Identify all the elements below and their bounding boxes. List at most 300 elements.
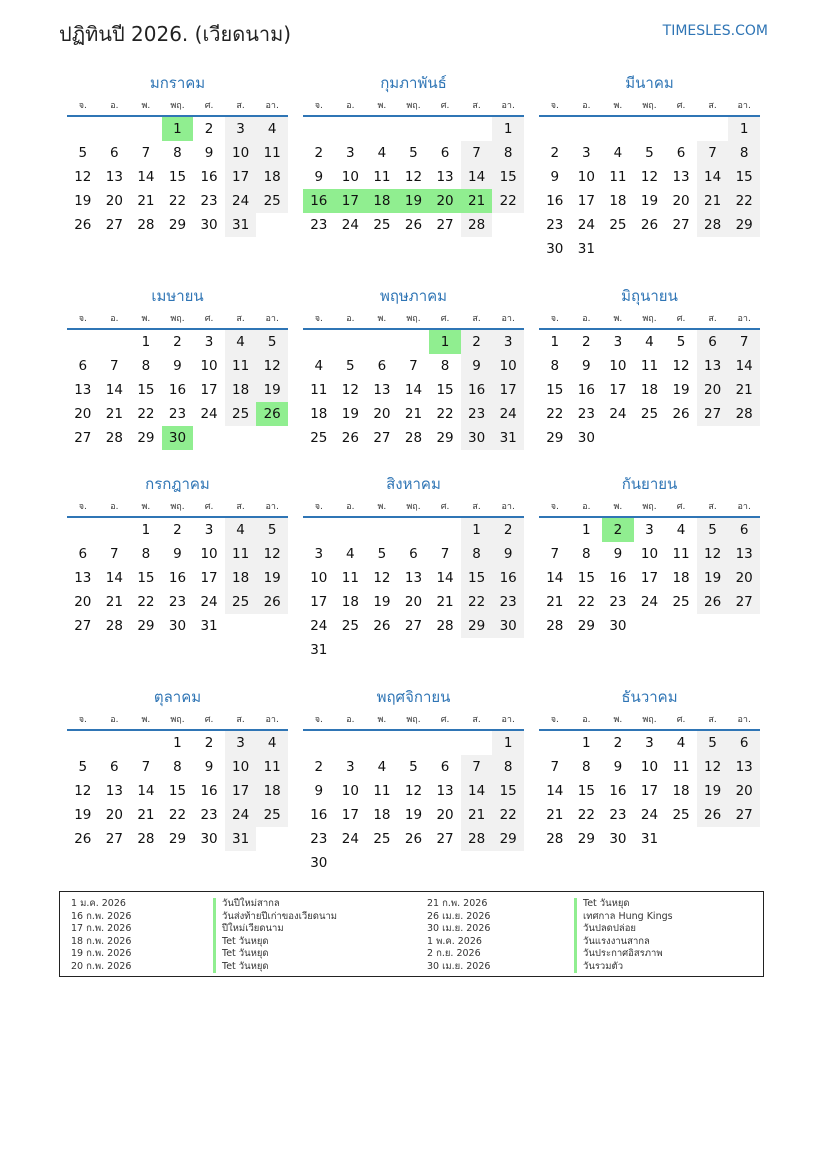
day-cell: 23 — [200, 193, 218, 209]
day-cell: 18 — [310, 406, 328, 422]
week-row — [67, 117, 288, 141]
day-cell: 22 — [546, 406, 564, 422]
week-row — [539, 827, 760, 851]
day-cell: 13 — [728, 542, 760, 566]
month-name: กันยายน — [621, 475, 678, 493]
week-row — [539, 755, 760, 779]
month-block — [67, 72, 288, 237]
day-cell: 24 — [310, 618, 328, 634]
day-cell: 10 — [200, 546, 218, 562]
day-cell: 11 — [310, 382, 328, 398]
month-block — [303, 686, 524, 875]
legend-date: 19 ก.พ. 2026 — [71, 948, 132, 959]
weekday-label: พ. — [613, 715, 623, 725]
day-cell: 23 — [310, 831, 328, 847]
empty-cell — [728, 614, 760, 638]
day-cell: 6 — [440, 759, 450, 775]
empty-cell — [398, 851, 430, 875]
week-row — [303, 779, 524, 803]
empty-cell — [602, 426, 634, 450]
day-cell: 16 — [492, 566, 524, 590]
day-cell: 28 — [461, 213, 493, 237]
weekday-label: พฤ. — [406, 101, 421, 111]
empty-cell — [492, 638, 524, 662]
day-cell: 10 — [225, 755, 257, 779]
day-cell: 4 — [256, 117, 288, 141]
week-row — [303, 117, 524, 141]
day-cell: 12 — [256, 354, 288, 378]
day-cell: 14 — [137, 783, 155, 799]
day-cell: 26 — [697, 590, 729, 614]
legend-holiday-name: Tet วันหยุด — [213, 936, 337, 949]
day-cell: 9 — [314, 169, 324, 185]
weekday-label: จ. — [550, 101, 559, 111]
week-row — [303, 542, 524, 566]
day-cell: 31 — [640, 831, 659, 847]
day-cell: 15 — [728, 165, 760, 189]
day-cell: 29 — [137, 618, 155, 634]
day-cell: 20 — [373, 406, 391, 422]
weekday-label: จ. — [314, 715, 323, 725]
month-days — [67, 731, 288, 851]
day-cell: 10 — [492, 354, 524, 378]
empty-cell — [728, 827, 760, 851]
day-cell: 4 — [613, 145, 623, 161]
day-cell: 28 — [105, 618, 123, 634]
week-row — [67, 426, 288, 450]
week-row — [303, 590, 524, 614]
month-name: กุมภาพันธ์ — [380, 74, 447, 92]
month-block — [303, 285, 524, 450]
day-cell: 16 — [609, 570, 627, 586]
weekday-label: ศ. — [204, 314, 214, 324]
weekday-label: พ. — [141, 314, 151, 324]
day-cell: 22 — [168, 807, 187, 823]
day-cell: 15 — [577, 783, 595, 799]
empty-cell — [634, 117, 666, 141]
week-row — [303, 426, 524, 450]
week-row — [303, 851, 524, 875]
day-cell: 18 — [672, 783, 690, 799]
day-cell: 3 — [613, 334, 623, 350]
day-cell: 4 — [377, 145, 387, 161]
day-cell: 30 — [461, 426, 493, 450]
weekday-label: จ. — [550, 314, 559, 324]
day-cell: 30 — [168, 618, 187, 634]
day-cell: 22 — [436, 406, 454, 422]
empty-cell — [429, 731, 461, 755]
month-block — [303, 473, 524, 662]
day-cell: 27 — [404, 618, 423, 634]
day-cell: 24 — [492, 402, 524, 426]
day-cell: 20 — [105, 807, 123, 823]
day-cell: 12 — [697, 755, 729, 779]
day-cell: 26 — [341, 430, 359, 446]
day-cell: 3 — [314, 546, 324, 562]
page-title: ปฏิทินปี 2026. (เวียดนาม) — [59, 22, 292, 46]
day-cell: 13 — [105, 169, 123, 185]
weekday-label: พ. — [141, 101, 151, 111]
empty-cell — [303, 117, 335, 141]
legend-holiday-name: วันแรงงานสากล — [574, 936, 673, 949]
day-cell: 28 — [546, 831, 564, 847]
day-cell: 18 — [225, 566, 257, 590]
day-cell: 13 — [436, 783, 454, 799]
month-name: เมษายน — [151, 287, 204, 305]
empty-cell — [602, 237, 634, 261]
day-cell: 14 — [404, 382, 423, 398]
day-cell: 8 — [173, 759, 182, 775]
day-cell: 20 — [728, 566, 760, 590]
legend-date: 18 ก.พ. 2026 — [71, 935, 132, 947]
day-cell: 22 — [577, 594, 595, 610]
day-cell: 24 — [200, 406, 218, 422]
weekday-label: อ. — [582, 715, 591, 725]
day-cell: 6 — [78, 358, 88, 374]
day-cell: 21 — [461, 803, 493, 827]
day-cell: 10 — [310, 570, 328, 586]
weekday-label: ส. — [472, 715, 481, 725]
week-row — [67, 827, 288, 851]
day-cell: 28 — [728, 402, 760, 426]
day-cell: 12 — [640, 169, 659, 185]
day-cell: 21 — [404, 406, 423, 422]
day-cell: 21 — [436, 594, 454, 610]
month-block — [539, 72, 760, 261]
day-cell: 17 — [577, 193, 595, 209]
day-cell: 12 — [697, 542, 729, 566]
day-cell: 15 — [168, 169, 187, 185]
empty-cell — [602, 117, 634, 141]
weekday-label: พฤ. — [170, 502, 185, 512]
weekday-label: พฤ. — [170, 314, 185, 324]
day-cell: 24 — [640, 807, 659, 823]
day-cell: 24 — [341, 217, 359, 233]
day-cell: 6 — [728, 731, 760, 755]
day-cell: 13 — [697, 354, 729, 378]
week-row — [67, 755, 288, 779]
day-cell: 1 — [141, 334, 151, 350]
day-cell: 20 — [728, 779, 760, 803]
weekday-label: อา. — [737, 715, 751, 725]
day-cell: 21 — [137, 193, 155, 209]
month-days — [303, 731, 524, 875]
empty-cell — [634, 237, 666, 261]
legend-date: 20 ก.พ. 2026 — [71, 960, 132, 972]
day-cell: 25 — [672, 594, 690, 610]
weekday-label: อ. — [110, 314, 119, 324]
empty-cell — [697, 426, 729, 450]
day-cell: 19 — [640, 193, 659, 209]
day-cell: 26 — [373, 618, 391, 634]
week-row — [539, 237, 760, 261]
legend-holiday-name: วันส่งท้ายปีเก่าของเวียดนาม — [213, 911, 337, 924]
day-cell: 9 — [613, 546, 623, 562]
week-row — [303, 189, 524, 213]
day-cell: 4 — [676, 735, 686, 751]
day-cell: 7 — [110, 358, 119, 374]
day-cell: 27 — [105, 217, 123, 233]
day-cell: 22 — [137, 406, 155, 422]
weekday-label: พ. — [141, 502, 151, 512]
month-name: กรกฎาคม — [145, 475, 210, 493]
legend-date: 17 ก.พ. 2026 — [71, 923, 132, 934]
weekday-label: ส. — [708, 502, 717, 512]
day-cell: 27 — [373, 430, 391, 446]
day-cell: 30 — [492, 614, 524, 638]
day-cell: 5 — [377, 546, 387, 562]
empty-cell — [398, 518, 430, 542]
weekday-label: อ. — [110, 715, 119, 725]
day-cell: 23 — [168, 406, 187, 422]
brand-link[interactable]: TIMESLES.COM — [662, 23, 768, 39]
day-cell: 27 — [436, 831, 454, 847]
month-block — [539, 285, 760, 450]
week-row — [303, 330, 524, 354]
day-cell: 19 — [697, 779, 729, 803]
weekday-label: พฤ. — [642, 502, 657, 512]
week-row — [67, 165, 288, 189]
day-cell: 25 — [225, 402, 257, 426]
day-cell: 17 — [225, 779, 257, 803]
empty-cell — [429, 117, 461, 141]
day-cell: 27 — [436, 217, 454, 233]
day-cell: 1 — [582, 522, 591, 538]
empty-cell — [130, 731, 162, 755]
month-block — [67, 686, 288, 851]
weekday-label: ส. — [236, 101, 245, 111]
day-cell: 8 — [492, 141, 524, 165]
day-cell: 25 — [609, 217, 627, 233]
day-cell: 26 — [74, 217, 92, 233]
day-cell: 6 — [110, 759, 119, 775]
day-cell: 19 — [256, 566, 288, 590]
day-cell: 5 — [256, 330, 288, 354]
day-cell: 11 — [609, 169, 627, 185]
legend-holiday-name: Tet วันหยุด — [213, 961, 337, 974]
weekday-label: จ. — [78, 715, 87, 725]
day-cell: 11 — [672, 759, 690, 775]
week-row — [67, 566, 288, 590]
empty-cell — [461, 851, 493, 875]
weekday-label: พ. — [613, 101, 623, 111]
day-cell: 17 — [640, 783, 659, 799]
week-row — [303, 566, 524, 590]
day-cell: 7 — [550, 759, 560, 775]
day-cell: 10 — [609, 358, 627, 374]
weekday-label: อา. — [737, 314, 751, 324]
day-cell: 30 — [310, 855, 328, 871]
day-cell: 15 — [137, 570, 155, 586]
day-cell: 12 — [404, 783, 423, 799]
day-cell: 12 — [404, 169, 423, 185]
day-cell: 12 — [341, 382, 359, 398]
day-cell: 11 — [341, 570, 359, 586]
day-cell: 3 — [204, 334, 214, 350]
week-row — [539, 542, 760, 566]
week-row — [67, 141, 288, 165]
weekday-label: พ. — [613, 502, 623, 512]
day-cell: 6 — [110, 145, 119, 161]
weekday-label: อ. — [582, 101, 591, 111]
day-cell: 4 — [645, 334, 654, 350]
week-row — [539, 518, 760, 542]
week-row — [303, 402, 524, 426]
day-cell: 14 — [436, 570, 454, 586]
day-cell: 28 — [697, 213, 729, 237]
day-cell: 2 — [461, 330, 493, 354]
day-cell: 16 — [577, 382, 595, 398]
week-row — [539, 354, 760, 378]
empty-cell — [193, 426, 225, 450]
day-cell: 27 — [74, 430, 92, 446]
day-cell: 13 — [105, 783, 123, 799]
week-row — [303, 755, 524, 779]
empty-cell — [303, 518, 335, 542]
empty-cell — [492, 213, 524, 237]
week-row — [303, 638, 524, 662]
empty-cell — [256, 213, 288, 237]
day-cell: 4 — [256, 731, 288, 755]
weekday-label: พ. — [377, 314, 387, 324]
legend-holiday-name: ปีใหม่เวียดนาม — [213, 923, 337, 936]
day-cell: 28 — [546, 618, 564, 634]
day-cell: 31 — [310, 642, 328, 658]
day-cell: 28 — [461, 827, 493, 851]
day-cell: 29 — [436, 430, 454, 446]
empty-cell — [256, 827, 288, 851]
empty-cell — [728, 426, 760, 450]
week-row — [67, 803, 288, 827]
empty-cell — [335, 851, 367, 875]
day-cell: 25 — [256, 189, 288, 213]
day-cell: 22 — [728, 189, 760, 213]
day-cell: 31 — [492, 426, 524, 450]
day-cell: 12 — [74, 783, 92, 799]
empty-cell — [256, 426, 288, 450]
weekday-label: ส. — [236, 314, 245, 324]
day-cell: 6 — [676, 145, 686, 161]
week-row — [539, 330, 760, 354]
day-cell: 27 — [728, 803, 760, 827]
day-cell: 2 — [314, 145, 324, 161]
day-cell: 30 — [200, 831, 218, 847]
weekday-label: พฤ. — [642, 715, 657, 725]
week-row — [67, 590, 288, 614]
day-cell: 10 — [640, 759, 659, 775]
day-cell: 14 — [546, 783, 564, 799]
day-cell: 7 — [697, 141, 729, 165]
empty-cell — [665, 237, 697, 261]
weekday-label: อา. — [737, 101, 751, 111]
weekday-label: ส. — [472, 502, 481, 512]
day-cell: 29 — [137, 430, 155, 446]
day-cell: 22 — [492, 189, 524, 213]
day-cell: 9 — [492, 542, 524, 566]
legend-holiday-name: วันปีใหม่สากล — [213, 898, 337, 911]
day-cell: 3 — [225, 731, 257, 755]
month-name: พฤษภาคม — [379, 287, 448, 305]
day-cell: 22 — [492, 803, 524, 827]
empty-cell — [303, 731, 335, 755]
week-row — [67, 614, 288, 638]
weekday-label: ศ. — [440, 314, 450, 324]
week-row — [539, 189, 760, 213]
day-cell: 11 — [373, 169, 391, 185]
day-cell: 15 — [492, 165, 524, 189]
day-cell: 10 — [225, 141, 257, 165]
month-days — [67, 330, 288, 450]
day-cell: 7 — [550, 546, 560, 562]
day-cell: 17 — [341, 807, 359, 823]
week-row — [539, 779, 760, 803]
week-row — [67, 354, 288, 378]
week-row — [539, 165, 760, 189]
day-cell: 20 — [404, 594, 423, 610]
day-cell: 12 — [672, 358, 690, 374]
weekday-label: ศ. — [440, 101, 450, 111]
weekday-label: พ. — [377, 715, 387, 725]
day-cell: 4 — [346, 546, 355, 562]
day-cell: 31 — [225, 213, 257, 237]
day-cell: 25 — [373, 217, 391, 233]
empty-cell — [67, 117, 99, 141]
day-cell: 26 — [697, 803, 729, 827]
day-cell: 10 — [640, 546, 659, 562]
weekday-label: ศ. — [676, 715, 686, 725]
day-cell: 5 — [409, 145, 418, 161]
month-name: ตุลาคม — [153, 688, 202, 706]
day-cell: 14 — [697, 165, 729, 189]
week-row — [67, 402, 288, 426]
day-cell: 31 — [225, 827, 257, 851]
empty-cell — [461, 638, 493, 662]
day-cell: 4 — [676, 522, 686, 538]
day-cell: 19 — [404, 807, 423, 823]
day-cell: 9 — [204, 759, 214, 775]
day-cell: 2 — [613, 735, 623, 751]
day-cell: 2 — [314, 759, 324, 775]
day-cell: 5 — [409, 759, 418, 775]
weekday-label: จ. — [314, 314, 323, 324]
day-cell: 17 — [200, 382, 218, 398]
weekday-label: อ. — [582, 502, 591, 512]
day-cell: 27 — [105, 831, 123, 847]
day-cell: 19 — [672, 382, 690, 398]
weekday-label: พฤ. — [642, 314, 657, 324]
weekday-label: ศ. — [440, 715, 450, 725]
empty-cell — [67, 330, 99, 354]
day-cell: 11 — [225, 542, 257, 566]
day-cell: 8 — [440, 358, 450, 374]
empty-cell — [335, 518, 367, 542]
holiday-day-cell: 26 — [256, 402, 288, 426]
week-row — [539, 141, 760, 165]
day-cell: 8 — [141, 358, 151, 374]
day-cell: 9 — [550, 169, 560, 185]
day-cell: 5 — [78, 145, 88, 161]
month-days — [67, 117, 288, 237]
day-cell: 14 — [137, 169, 155, 185]
empty-cell — [99, 117, 131, 141]
day-cell: 15 — [436, 382, 454, 398]
day-cell: 7 — [409, 358, 418, 374]
day-cell: 9 — [582, 358, 591, 374]
day-cell: 12 — [74, 169, 92, 185]
month-block — [303, 72, 524, 237]
empty-cell — [335, 731, 367, 755]
holiday-day-cell: 1 — [162, 117, 194, 141]
